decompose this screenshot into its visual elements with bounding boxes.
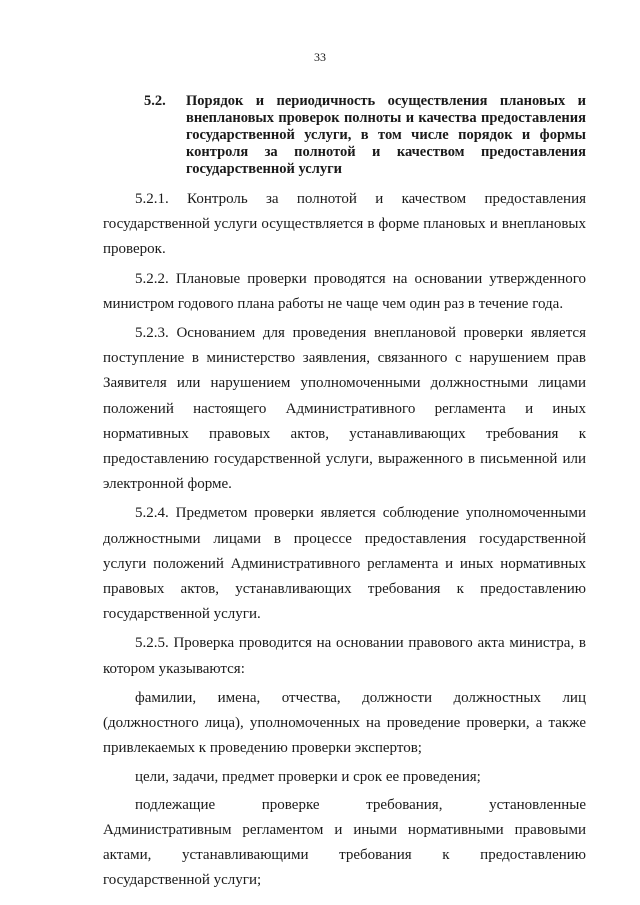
paragraph-5-2-4: 5.2.4. Предметом проверки является соблюдение уполномоченными должностными лицами в процессе предоставления государственной услуги положений Административного регламента и иных нормативных правовых актов, устанавливающих требования к предоставлению государственной услуги. [103, 505, 586, 623]
section-number: 5.2. [144, 93, 166, 109]
paragraph-5-2-5: 5.2.5. Проверка проводится на основании правового акта министра, в котором указываются: [103, 635, 586, 677]
paragraph-5-2-1: 5.2.1. Контроль за полнотой и качеством предоставления государственной услуги осуществляется в форме плановых и внеплановых проверок. [103, 191, 586, 258]
section-title: Порядок и периодичность осуществления плановых и внеплановых проверок полноты и качества предоставления государственной услуги, в том числе порядок и формы контроля за полнотой и качеством предоставления государственной услуги [186, 93, 586, 177]
paragraph-5-2-3: 5.2.3. Основанием для проведения внеплановой проверки является поступление в министерство заявления, связанного с нарушением прав Заявителя или нарушением уполномоченными должностными лицами положений настоящего Административного регламента и иных нормативных правовых актов, устанавливающих требования к предоставлению государственной услуги, выраженного в письменной или электронной форме. [103, 325, 586, 493]
paragraph-5-2-2: 5.2.2. Плановые проверки проводятся на основании утвержденного министром годового плана работы не чаще чем один раз в течение года. [103, 270, 586, 312]
list-item-requirements: подлежащие проверке требования, установленные Административным регламентом и иными нормативными правовыми актами, устанавливающими требования к предоставлению государственной услуги; [103, 796, 586, 889]
page-number: 33 [314, 50, 326, 64]
list-item-goals: цели, задачи, предмет проверки и срок ее проведения; [135, 769, 481, 786]
list-item-inspectors: фамилии, имена, отчества, должности должностных лиц (должностного лица), уполномоченных на проведение проверки, а также привлекаемых к проведению проверки экспертов; [103, 689, 586, 757]
section-heading [144, 93, 586, 178]
document-body [103, 187, 586, 897]
